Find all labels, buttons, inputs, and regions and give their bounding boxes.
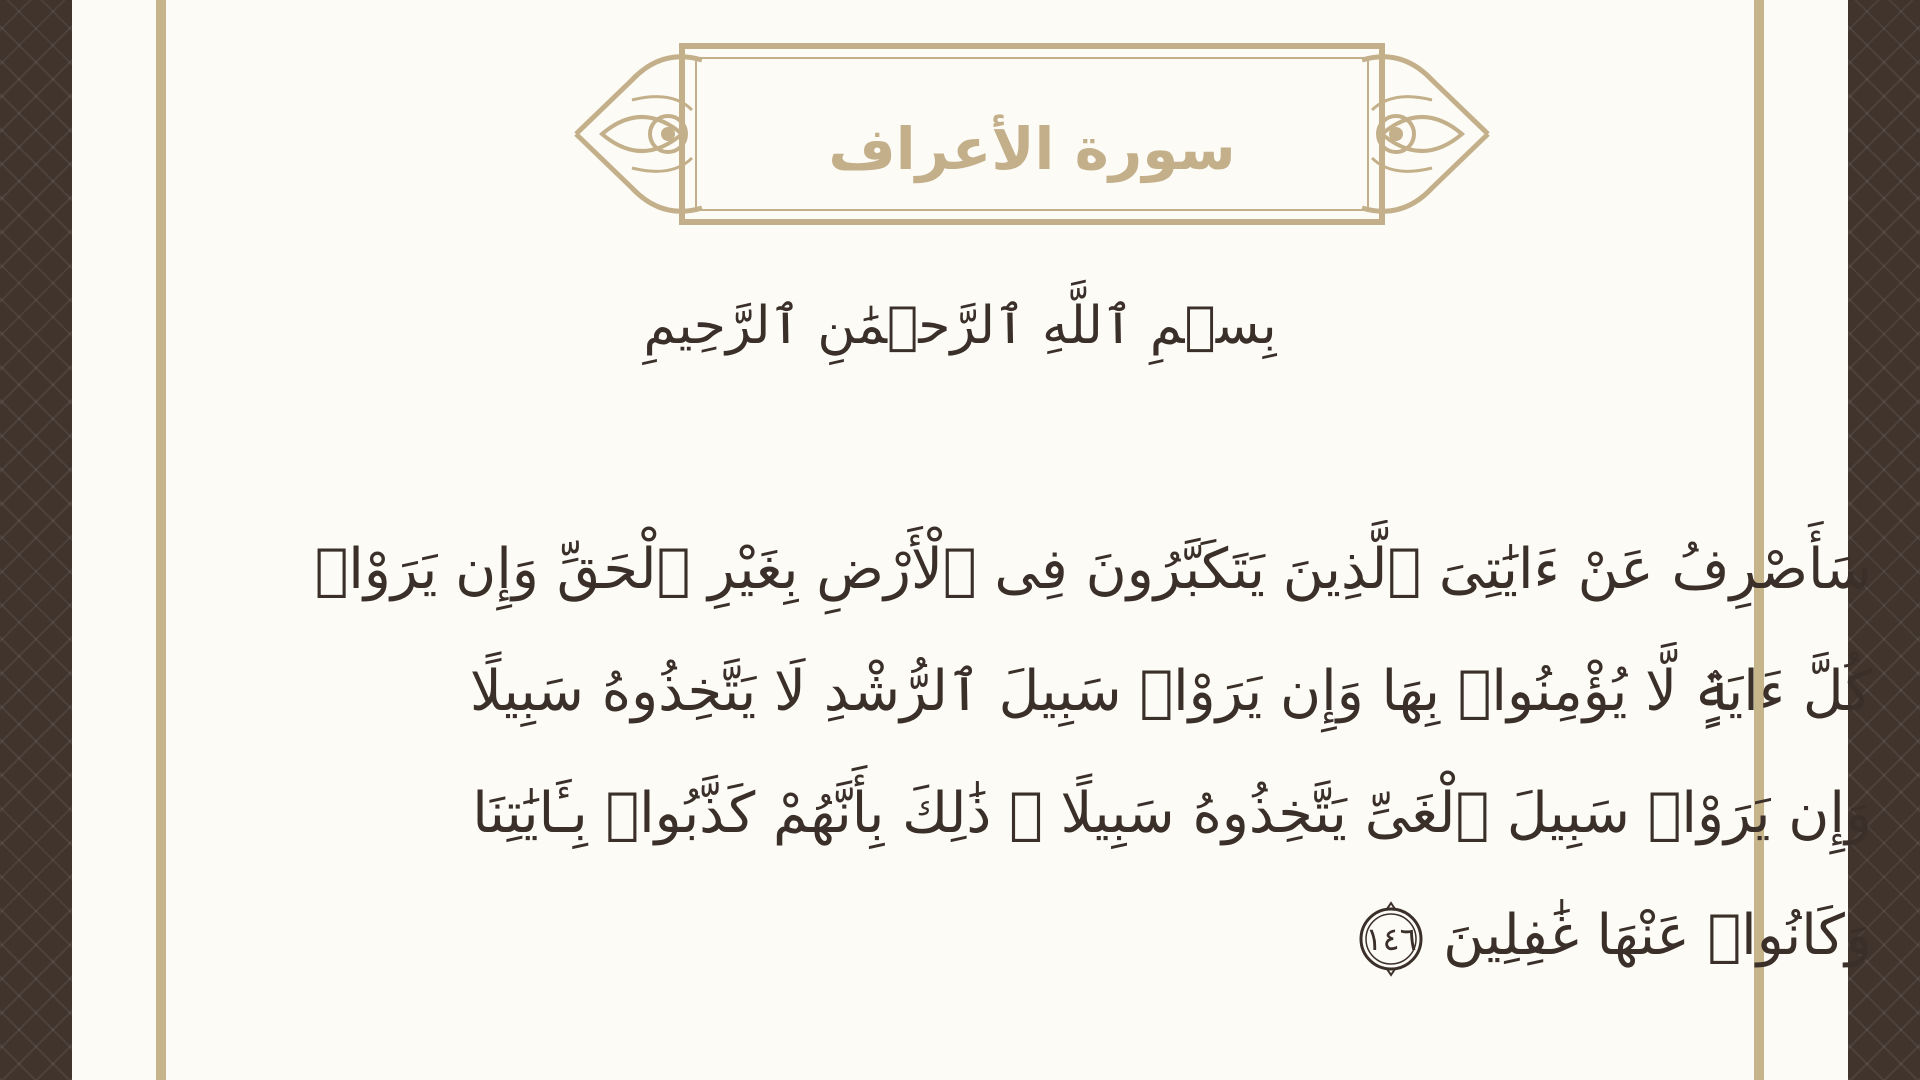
ayah-number: ١٤٦	[1365, 919, 1417, 958]
surah-title-frame	[572, 40, 1492, 230]
surah-title: سورة الأعراف	[828, 115, 1236, 183]
verse-line-text: وَكَانُوا۟ عَنْهَا غَٰفِلِينَ	[1443, 903, 1872, 968]
left-ornamental-border	[0, 0, 72, 1080]
verse-line: كُلَّ ءَايَةٍۢ لَّا يُؤْمِنُوا۟ بِهَا وَإِن يَرَوْا۟ سَبِيلَ ٱلرُّشْدِ لَا يَتَّخِذُوهُ سَبِيلًا	[469, 659, 1872, 724]
mushaf-page	[72, 0, 1872, 1080]
verse-line: سَأَصْرِفُ عَنْ ءَايَٰتِىَ ٱلَّذِينَ يَتَكَبَّرُونَ فِى ٱلْأَرْضِ بِغَيْرِ ٱلْحَقِّ وَإِن يَرَوْا۟	[314, 537, 1872, 602]
ayah-end-marker-icon	[1353, 901, 1429, 977]
left-gold-rule	[156, 0, 166, 1080]
verse-line-last	[202, 886, 1872, 1008]
verse-text	[202, 520, 1872, 1008]
basmala: بِسۡمِ ٱللَّهِ ٱلرَّحۡمَٰنِ ٱلرَّحِيمِ	[643, 296, 1277, 356]
verse-line: وَإِن يَرَوْا۟ سَبِيلَ ٱلْغَىِّ يَتَّخِذُوهُ سَبِيلًا ۚ ذَٰلِكَ بِأَنَّهُمْ كَذَّبُوا۟ بِـَٔايَٰتِنَا	[472, 781, 1872, 846]
